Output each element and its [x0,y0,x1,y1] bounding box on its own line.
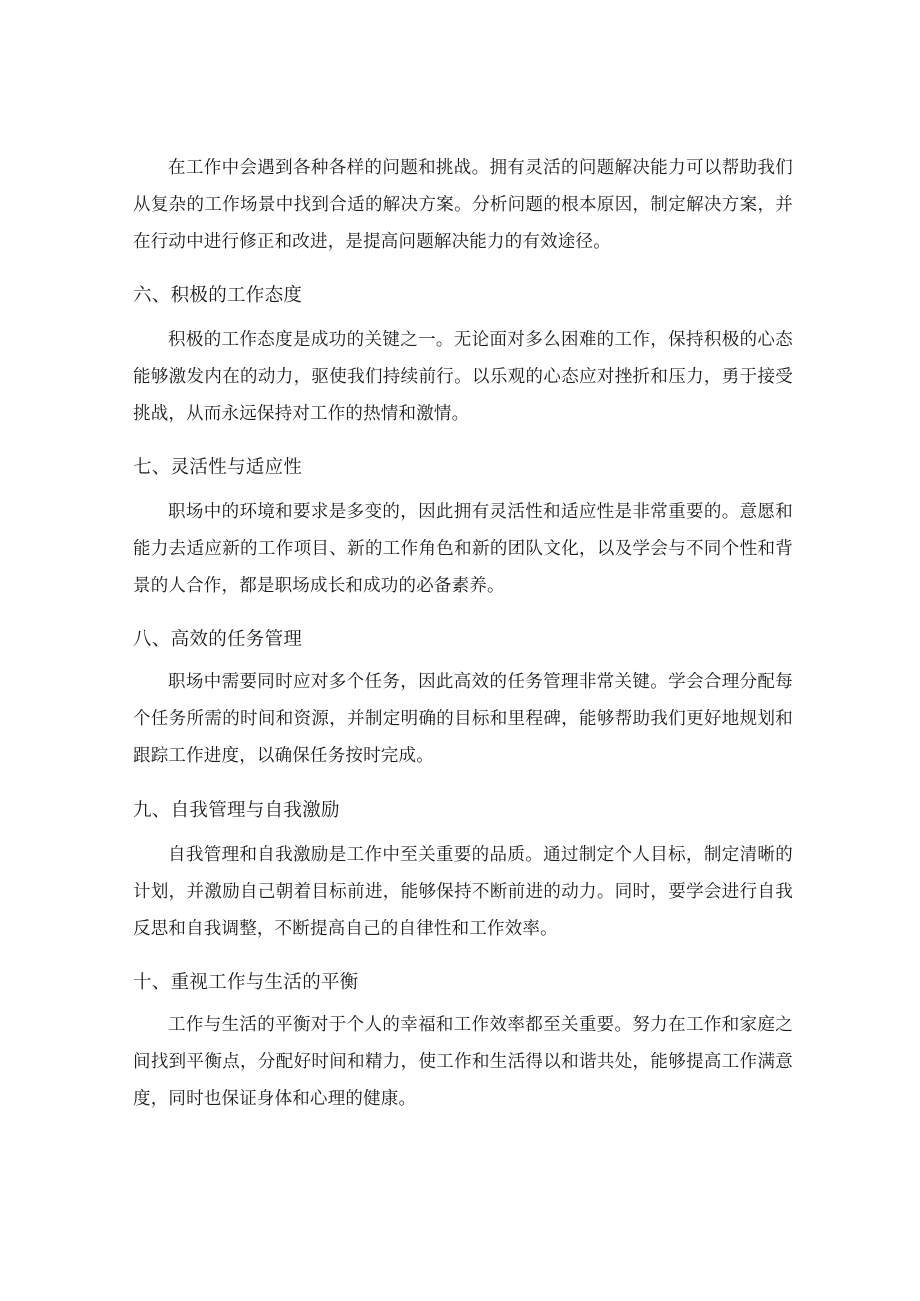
section-body-10: 工作与生活的平衡对于个人的幸福和工作效率都至关重要。努力在工作和家庭之间找到平衡点，分配好时间和精力，使工作和生活得以和谐共处，能够提高工作满意度，同时也保证身体和心理的健康。 [133,1015,793,1109]
section-heading-7: 七、灵活性与适应性 [133,457,303,478]
section-body-6: 积极的工作态度是成功的关键之一。无论面对多么困难的工作，保持积极的心态能够激发内在的动力，驱使我们持续前行。以乐观的心态应对挫折和压力，勇于接受挑战，从而永远保持对工作的热情和激情。 [133,330,793,424]
section-body-7: 职场中的环境和要求是多变的，因此拥有灵活性和适应性是非常重要的。意愿和能力去适应新的工作项目、新的工作角色和新的团队文化，以及学会与不同个性和背景的人合作，都是职场成长和成功的必备素养。 [133,502,793,596]
section-heading-8: 八、高效的任务管理 [133,629,303,650]
section-body-9: 自我管理和自我激励是工作中至关重要的品质。通过制定个人目标，制定清晰的计划，并激励自己朝着目标前进，能够保持不断前进的动力。同时，要学会进行自我反思和自我调整，不断提高自己的自律性和工作效率。 [133,845,793,939]
section-heading-6: 六、积极的工作态度 [133,285,303,306]
intro-paragraph: 在工作中会遇到各种各样的问题和挑战。拥有灵活的问题解决能力可以帮助我们从复杂的工作场景中找到合适的解决方案。分析问题的根本原因，制定解决方案，并在行动中进行修正和改进，是提高问题解决能力的有效途径。 [133,158,793,252]
section-heading-9: 九、自我管理与自我激励 [133,800,340,821]
section-body-8: 职场中需要同时应对多个任务，因此高效的任务管理非常关键。学会合理分配每个任务所需的时间和资源，并制定明确的目标和里程碑，能够帮助我们更好地规划和跟踪工作进度，以确保任务按时完成。 [133,672,793,766]
section-heading-10: 十、重视工作与生活的平衡 [133,972,359,993]
